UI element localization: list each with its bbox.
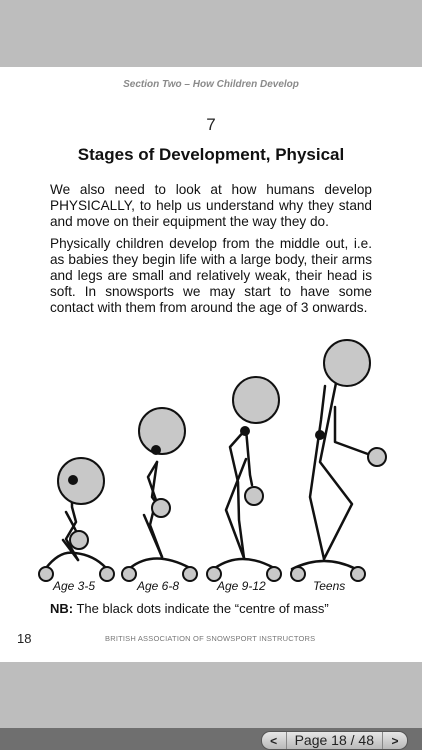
centre-of-mass-dot — [68, 475, 78, 485]
head-age-3-5 — [58, 458, 104, 504]
caption-age-3-5: Age 3-5 — [53, 579, 96, 593]
caption-age-9-12: Age 9-12 — [217, 579, 266, 593]
hand-age-9-12 — [245, 487, 263, 505]
section-number: 7 — [206, 115, 216, 134]
foot-icon — [351, 567, 365, 581]
centre-of-mass-dot — [315, 430, 325, 440]
centre-of-mass-dot — [240, 426, 250, 436]
page-indicator[interactable]: Page 18 / 48 — [286, 732, 383, 749]
head-age-6-8 — [139, 408, 185, 454]
caption-teens: Teens — [313, 579, 346, 593]
book-page — [0, 67, 422, 662]
chevron-left-icon[interactable]: < — [270, 733, 278, 748]
reader-toolbar — [0, 728, 422, 750]
page-heading: Stages of Development, Physical — [77, 145, 345, 164]
head-teens — [324, 340, 370, 386]
chevron-right-icon[interactable]: > — [391, 733, 399, 748]
hand-teens — [368, 448, 386, 466]
foot-icon — [100, 567, 114, 581]
foot-icon — [291, 567, 305, 581]
head-age-9-12 — [233, 377, 279, 423]
footer-organisation: BRITISH ASSOCIATION OF SNOWSPORT INSTRUCTORS — [105, 634, 316, 643]
note-label: NB: — [50, 601, 74, 616]
development-figure — [30, 307, 400, 597]
footer-page-number: 18 — [17, 631, 32, 646]
caption-age-6-8: Age 6-8 — [137, 579, 180, 593]
foot-icon — [267, 567, 281, 581]
foot-icon — [122, 567, 136, 581]
bottom-band — [0, 662, 422, 728]
body-paragraph-1: We also need to look at how humans develop PHYSICALLY, to help us understand why they stand and move on their equipment the way they do. — [50, 182, 372, 229]
figure-note — [50, 601, 329, 616]
note-text: The black dots indicate the “centre of mass” — [73, 601, 329, 616]
hand-age-6-8 — [152, 499, 170, 517]
foot-icon — [183, 567, 197, 581]
top-band — [0, 0, 422, 67]
page-navigator — [261, 731, 408, 750]
running-head: Section Two – How Children Develop — [123, 79, 299, 90]
body-paragraph-2: Physically children develop from the middle out, i.e. as babies they begin life with a large body, their arms and legs are small and relatively weak, their head is soft. In snowsports we may start to have some contact with them from around the age of 3 onwards. — [50, 236, 372, 315]
centre-of-mass-dot — [151, 445, 161, 455]
foot-icon — [39, 567, 53, 581]
hand-age-3-5 — [70, 531, 88, 549]
figure-teens — [292, 383, 376, 569]
